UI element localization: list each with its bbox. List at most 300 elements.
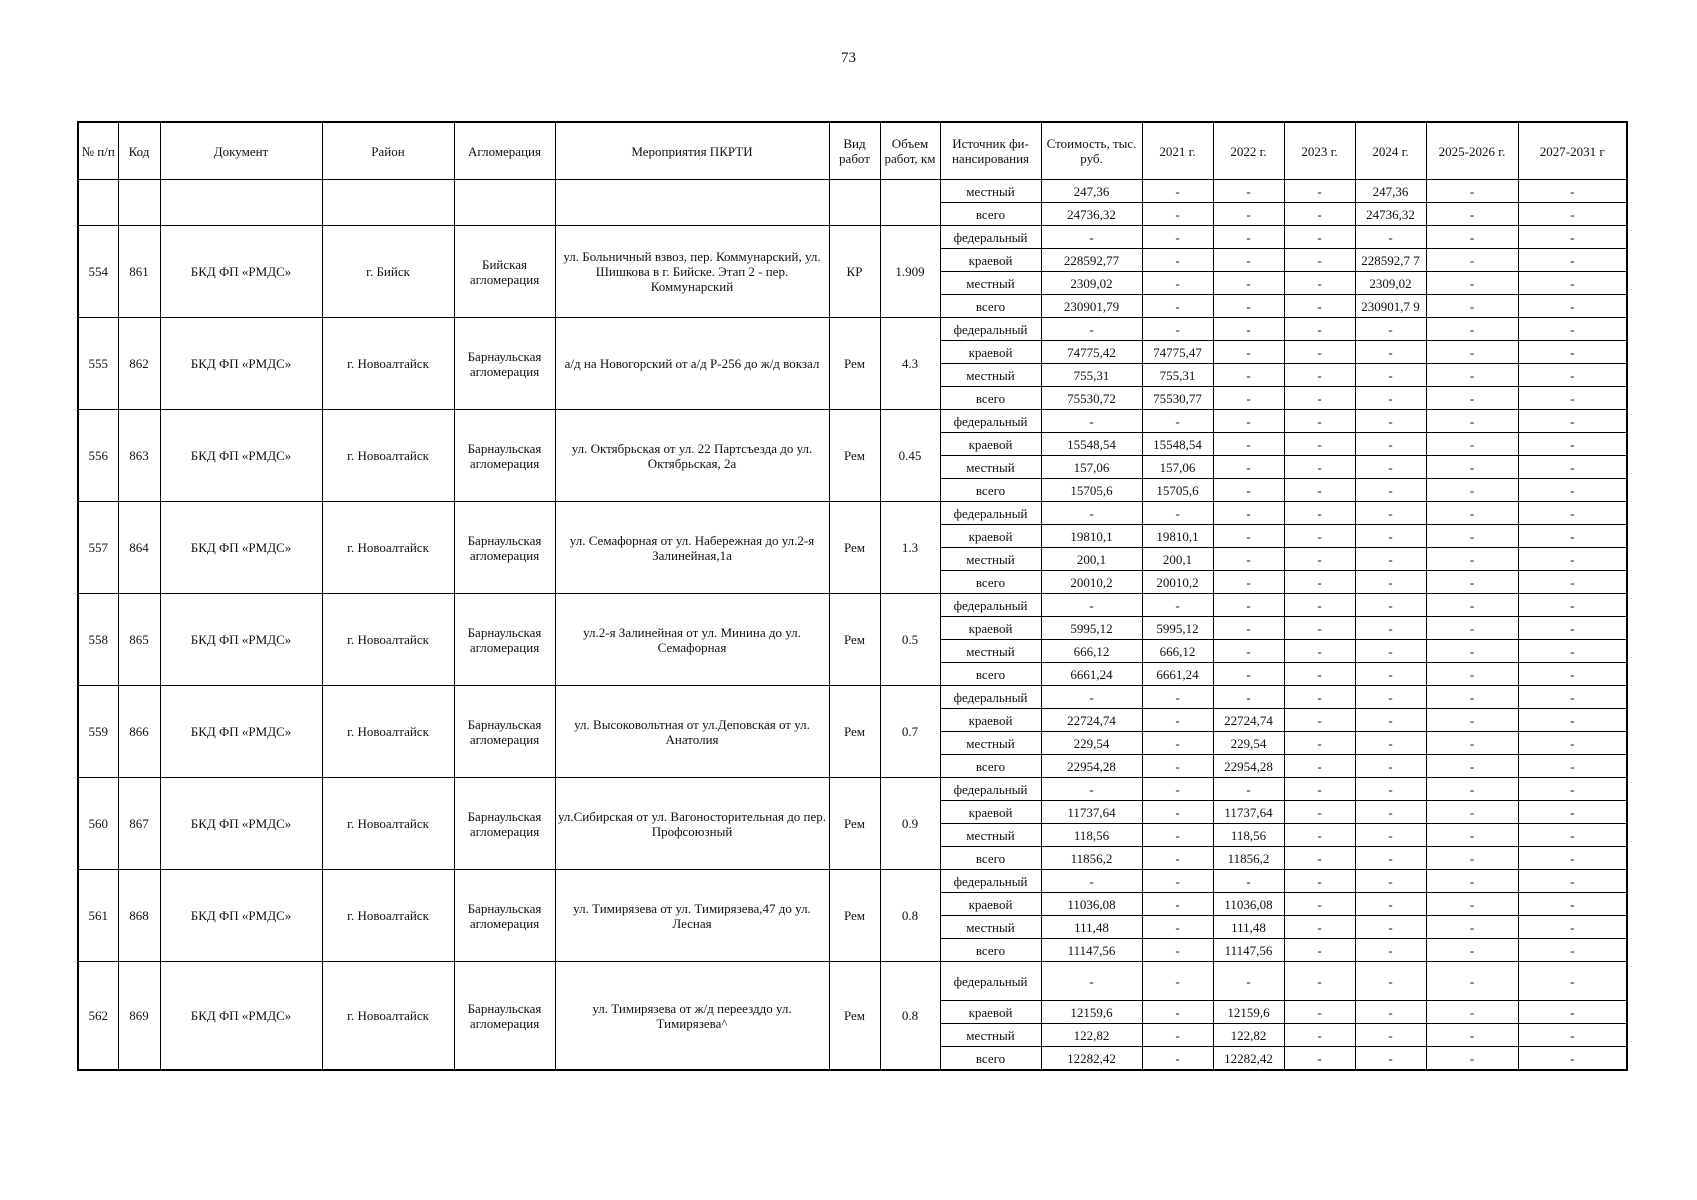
document-cell: БКД ФП «РМДС» (160, 594, 322, 686)
code-cell: 862 (118, 318, 160, 410)
year-value-cell: 11856,2 (1213, 847, 1284, 870)
empty-cell (880, 180, 940, 226)
year-value-cell: 2309,02 (1355, 272, 1426, 295)
year-value-cell: - (1518, 847, 1627, 870)
funding-source-cell: местный (940, 916, 1041, 939)
year-value-cell: - (1426, 617, 1518, 640)
year-value-cell: - (1355, 226, 1426, 249)
year-value-cell: - (1213, 502, 1284, 525)
year-value-cell: - (1213, 410, 1284, 433)
cost-cell: 11147,56 (1041, 939, 1142, 962)
year-value-cell: - (1284, 939, 1355, 962)
year-value-cell: - (1142, 939, 1213, 962)
funding-source-cell: всего (940, 295, 1041, 318)
year-value-cell: - (1355, 870, 1426, 893)
code-cell: 867 (118, 778, 160, 870)
year-value-cell: - (1355, 341, 1426, 364)
work-type-cell: Рем (829, 870, 880, 962)
header-2022: 2022 г. (1213, 122, 1284, 180)
document-cell: БКД ФП «РМДС» (160, 870, 322, 962)
code-cell: 869 (118, 962, 160, 1071)
year-value-cell: - (1213, 387, 1284, 410)
row-number-cell: 556 (78, 410, 118, 502)
cost-cell: 15705,6 (1041, 479, 1142, 502)
year-value-cell: - (1213, 180, 1284, 203)
header-2023: 2023 г. (1284, 122, 1355, 180)
year-value-cell: - (1518, 180, 1627, 203)
row-number-cell: 557 (78, 502, 118, 594)
year-value-cell: - (1213, 594, 1284, 617)
year-value-cell: - (1426, 594, 1518, 617)
cost-cell: - (1041, 502, 1142, 525)
year-value-cell: - (1518, 962, 1627, 1001)
year-value-cell: - (1355, 686, 1426, 709)
year-value-cell: 247,36 (1355, 180, 1426, 203)
year-value-cell: - (1142, 203, 1213, 226)
year-value-cell: - (1142, 318, 1213, 341)
year-value-cell: - (1426, 1024, 1518, 1047)
empty-cell (160, 180, 322, 226)
year-value-cell: 11147,56 (1213, 939, 1284, 962)
table-row (78, 594, 1627, 617)
document-cell: БКД ФП «РМДС» (160, 502, 322, 594)
year-value-cell: - (1426, 410, 1518, 433)
header-agglomeration: Агломерация (454, 122, 555, 180)
year-value-cell: 22954,28 (1213, 755, 1284, 778)
year-value-cell: - (1213, 203, 1284, 226)
year-value-cell: - (1355, 410, 1426, 433)
volume-cell: 0.45 (880, 410, 940, 502)
funding-source-cell: местный (940, 272, 1041, 295)
year-value-cell: - (1213, 249, 1284, 272)
year-value-cell: - (1518, 617, 1627, 640)
year-value-cell: - (1355, 939, 1426, 962)
year-value-cell: - (1284, 870, 1355, 893)
table-row (78, 686, 1627, 709)
year-value-cell: - (1355, 640, 1426, 663)
year-value-cell: - (1142, 778, 1213, 801)
cost-cell: 75530,72 (1041, 387, 1142, 410)
year-value-cell: 12159,6 (1213, 1001, 1284, 1024)
year-value-cell: 12282,42 (1213, 1047, 1284, 1071)
district-cell: г. Новоалтайск (322, 318, 454, 410)
year-value-cell: - (1426, 295, 1518, 318)
year-value-cell: - (1213, 479, 1284, 502)
year-value-cell: - (1426, 847, 1518, 870)
year-value-cell: - (1284, 663, 1355, 686)
work-type-cell: Рем (829, 410, 880, 502)
year-value-cell: - (1213, 617, 1284, 640)
year-value-cell: - (1518, 1024, 1627, 1047)
year-value-cell: - (1518, 870, 1627, 893)
district-cell: г. Новоалтайск (322, 594, 454, 686)
year-value-cell: - (1426, 801, 1518, 824)
year-value-cell: - (1518, 479, 1627, 502)
year-value-cell: - (1518, 318, 1627, 341)
year-value-cell: - (1355, 525, 1426, 548)
year-value-cell: - (1426, 479, 1518, 502)
district-cell: г. Новоалтайск (322, 870, 454, 962)
measures-cell: ул.2-я Залинейная от ул. Минина до ул. Семафорная (555, 594, 829, 686)
year-value-cell: - (1426, 502, 1518, 525)
row-number-cell: 560 (78, 778, 118, 870)
year-value-cell: 755,31 (1142, 364, 1213, 387)
year-value-cell: - (1518, 663, 1627, 686)
year-value-cell: - (1142, 1024, 1213, 1047)
year-value-cell: - (1426, 318, 1518, 341)
year-value-cell: - (1284, 456, 1355, 479)
year-value-cell: - (1284, 686, 1355, 709)
year-value-cell: - (1142, 755, 1213, 778)
year-value-cell: - (1426, 824, 1518, 847)
row-number-cell: 559 (78, 686, 118, 778)
cost-cell: 11856,2 (1041, 847, 1142, 870)
year-value-cell: - (1426, 180, 1518, 203)
year-value-cell: - (1284, 801, 1355, 824)
funding-source-cell: местный (940, 1024, 1041, 1047)
empty-cell (78, 180, 118, 226)
funding-source-cell: федеральный (940, 594, 1041, 617)
year-value-cell: - (1518, 433, 1627, 456)
measures-cell: ул. Больничный взвоз, пер. Коммунарский, ул. Шишкова в г. Бийске. Этап 2 - пер. Коммунарский (555, 226, 829, 318)
year-value-cell: - (1284, 203, 1355, 226)
cost-cell: - (1041, 778, 1142, 801)
year-value-cell: - (1284, 847, 1355, 870)
agglomeration-cell: Барнаульская агломерация (454, 870, 555, 962)
year-value-cell: 6661,24 (1142, 663, 1213, 686)
year-value-cell: - (1355, 479, 1426, 502)
document-cell: БКД ФП «РМДС» (160, 778, 322, 870)
year-value-cell: - (1213, 318, 1284, 341)
cost-cell: 200,1 (1041, 548, 1142, 571)
empty-cell (322, 180, 454, 226)
document-cell: БКД ФП «РМДС» (160, 410, 322, 502)
row-number-cell: 558 (78, 594, 118, 686)
year-value-cell: - (1284, 1001, 1355, 1024)
year-value-cell: - (1355, 548, 1426, 571)
header-cost: Стоимость, тыс. руб. (1041, 122, 1142, 180)
year-value-cell: - (1518, 456, 1627, 479)
measures-cell: ул. Октябрьская от ул. 22 Партсъезда до ул. Октябрьская, 2а (555, 410, 829, 502)
year-value-cell: - (1284, 594, 1355, 617)
year-value-cell: 11737,64 (1213, 801, 1284, 824)
cost-cell: 20010,2 (1041, 571, 1142, 594)
cost-cell: - (1041, 410, 1142, 433)
empty-cell (555, 180, 829, 226)
agglomeration-cell: Барнаульская агломерация (454, 962, 555, 1071)
year-value-cell: - (1213, 433, 1284, 456)
cost-cell: 2309,02 (1041, 272, 1142, 295)
year-value-cell: 20010,2 (1142, 571, 1213, 594)
year-value-cell: - (1355, 1024, 1426, 1047)
year-value-cell: - (1518, 525, 1627, 548)
code-cell: 865 (118, 594, 160, 686)
document-cell: БКД ФП «РМДС» (160, 962, 322, 1071)
table-row (78, 778, 1627, 801)
cost-cell: 122,82 (1041, 1024, 1142, 1047)
code-cell: 866 (118, 686, 160, 778)
table-body (78, 180, 1627, 1071)
year-value-cell: - (1355, 387, 1426, 410)
year-value-cell: - (1426, 755, 1518, 778)
volume-cell: 1.909 (880, 226, 940, 318)
cost-cell: - (1041, 226, 1142, 249)
year-value-cell: - (1142, 962, 1213, 1001)
year-value-cell: - (1355, 755, 1426, 778)
year-value-cell: - (1518, 502, 1627, 525)
funding-table (77, 121, 1628, 1071)
year-value-cell: - (1284, 525, 1355, 548)
year-value-cell: - (1284, 778, 1355, 801)
funding-source-cell: всего (940, 939, 1041, 962)
year-value-cell: - (1518, 755, 1627, 778)
year-value-cell: - (1518, 686, 1627, 709)
cost-cell: 230901,79 (1041, 295, 1142, 318)
code-cell: 868 (118, 870, 160, 962)
header-code: Код (118, 122, 160, 180)
year-value-cell: - (1213, 456, 1284, 479)
year-value-cell: - (1213, 295, 1284, 318)
funding-source-cell: краевой (940, 617, 1041, 640)
funding-source-cell: всего (940, 755, 1041, 778)
year-value-cell: - (1213, 571, 1284, 594)
year-value-cell: 111,48 (1213, 916, 1284, 939)
work-type-cell: Рем (829, 594, 880, 686)
year-value-cell: - (1213, 686, 1284, 709)
funding-source-cell: краевой (940, 801, 1041, 824)
year-value-cell: - (1284, 272, 1355, 295)
year-value-cell: - (1355, 916, 1426, 939)
work-type-cell: Рем (829, 502, 880, 594)
year-value-cell: - (1284, 640, 1355, 663)
year-value-cell: - (1518, 203, 1627, 226)
header-work-type: Вид работ (829, 122, 880, 180)
funding-source-cell: всего (940, 663, 1041, 686)
volume-cell: 0.9 (880, 778, 940, 870)
year-value-cell: - (1426, 525, 1518, 548)
cost-cell: 11036,08 (1041, 893, 1142, 916)
cost-cell: 5995,12 (1041, 617, 1142, 640)
year-value-cell: - (1142, 180, 1213, 203)
year-value-cell: - (1518, 640, 1627, 663)
year-value-cell: 666,12 (1142, 640, 1213, 663)
year-value-cell: 74775,47 (1142, 341, 1213, 364)
year-value-cell: - (1284, 387, 1355, 410)
document-cell: БКД ФП «РМДС» (160, 686, 322, 778)
document-cell: БКД ФП «РМДС» (160, 226, 322, 318)
year-value-cell: - (1426, 778, 1518, 801)
year-value-cell: - (1518, 272, 1627, 295)
cost-cell: 118,56 (1041, 824, 1142, 847)
year-value-cell: - (1426, 456, 1518, 479)
table-row (78, 962, 1627, 1001)
volume-cell: 4.3 (880, 318, 940, 410)
cost-cell: 157,06 (1041, 456, 1142, 479)
funding-source-cell: краевой (940, 893, 1041, 916)
cost-cell: - (1041, 962, 1142, 1001)
volume-cell: 0.8 (880, 870, 940, 962)
year-value-cell: - (1518, 801, 1627, 824)
year-value-cell: - (1355, 732, 1426, 755)
year-value-cell: - (1518, 249, 1627, 272)
agglomeration-cell: Бийская агломерация (454, 226, 555, 318)
header-row (78, 122, 1627, 180)
year-value-cell: - (1213, 548, 1284, 571)
year-value-cell: - (1426, 249, 1518, 272)
cost-cell: 15548,54 (1041, 433, 1142, 456)
volume-cell: 0.8 (880, 962, 940, 1071)
year-value-cell: - (1426, 364, 1518, 387)
cost-cell: 24736,32 (1041, 203, 1142, 226)
year-value-cell: - (1142, 847, 1213, 870)
year-value-cell: - (1142, 870, 1213, 893)
volume-cell: 0.7 (880, 686, 940, 778)
year-value-cell: - (1355, 663, 1426, 686)
row-number-cell: 562 (78, 962, 118, 1071)
year-value-cell: - (1355, 847, 1426, 870)
header-2024: 2024 г. (1355, 122, 1426, 180)
funding-source-cell: местный (940, 364, 1041, 387)
cost-cell: 11737,64 (1041, 801, 1142, 824)
year-value-cell: - (1518, 410, 1627, 433)
year-value-cell: - (1518, 571, 1627, 594)
year-value-cell: - (1518, 824, 1627, 847)
funding-source-cell: федеральный (940, 226, 1041, 249)
year-value-cell: - (1142, 272, 1213, 295)
district-cell: г. Бийск (322, 226, 454, 318)
year-value-cell: 118,56 (1213, 824, 1284, 847)
year-value-cell: 200,1 (1142, 548, 1213, 571)
district-cell: г. Новоалтайск (322, 962, 454, 1071)
header-measures: Мероприятия ПКРТИ (555, 122, 829, 180)
code-cell: 864 (118, 502, 160, 594)
year-value-cell: 157,06 (1142, 456, 1213, 479)
header-volume: Объем работ, км (880, 122, 940, 180)
year-value-cell: - (1518, 939, 1627, 962)
year-value-cell: - (1284, 180, 1355, 203)
year-value-cell: - (1284, 364, 1355, 387)
year-value-cell: - (1518, 295, 1627, 318)
year-value-cell: - (1355, 801, 1426, 824)
year-value-cell: - (1284, 916, 1355, 939)
year-value-cell: - (1142, 1047, 1213, 1071)
year-value-cell: - (1355, 502, 1426, 525)
year-value-cell: - (1426, 870, 1518, 893)
year-value-cell: - (1142, 410, 1213, 433)
year-value-cell: - (1284, 824, 1355, 847)
measures-cell: ул. Тимирязева от ул. Тимирязева,47 до ул. Лесная (555, 870, 829, 962)
year-value-cell: - (1213, 341, 1284, 364)
year-value-cell: - (1426, 387, 1518, 410)
funding-source-cell: федеральный (940, 962, 1041, 1001)
table-row (78, 410, 1627, 433)
year-value-cell: - (1142, 1001, 1213, 1024)
year-value-cell: - (1518, 387, 1627, 410)
year-value-cell: - (1213, 778, 1284, 801)
funding-source-cell: всего (940, 1047, 1041, 1071)
year-value-cell: - (1518, 1001, 1627, 1024)
cost-cell: - (1041, 318, 1142, 341)
table-row (78, 870, 1627, 893)
funding-source-cell: краевой (940, 341, 1041, 364)
year-value-cell: - (1426, 1001, 1518, 1024)
year-value-cell: - (1426, 893, 1518, 916)
year-value-cell: - (1355, 617, 1426, 640)
year-value-cell: - (1284, 571, 1355, 594)
year-value-cell: - (1142, 594, 1213, 617)
year-value-cell: - (1213, 962, 1284, 1001)
year-value-cell: - (1284, 502, 1355, 525)
empty-cell (454, 180, 555, 226)
year-value-cell: - (1142, 916, 1213, 939)
year-value-cell: - (1355, 456, 1426, 479)
year-value-cell: 75530,77 (1142, 387, 1213, 410)
cost-cell: 228592,77 (1041, 249, 1142, 272)
year-value-cell: 229,54 (1213, 732, 1284, 755)
year-value-cell: - (1426, 341, 1518, 364)
funding-source-cell: краевой (940, 1001, 1041, 1024)
year-value-cell: - (1426, 939, 1518, 962)
cost-cell: - (1041, 594, 1142, 617)
year-value-cell: - (1426, 732, 1518, 755)
cost-cell: - (1041, 686, 1142, 709)
header-2027-2031: 2027-2031 г (1518, 122, 1627, 180)
agglomeration-cell: Барнаульская агломерация (454, 410, 555, 502)
work-type-cell: Рем (829, 318, 880, 410)
header-2021: 2021 г. (1142, 122, 1213, 180)
year-value-cell: - (1426, 571, 1518, 594)
code-cell: 861 (118, 226, 160, 318)
funding-source-cell: местный (940, 548, 1041, 571)
funding-source-cell: федеральный (940, 502, 1041, 525)
year-value-cell: - (1284, 755, 1355, 778)
year-value-cell: - (1284, 479, 1355, 502)
code-cell: 863 (118, 410, 160, 502)
row-number-cell: 561 (78, 870, 118, 962)
funding-source-cell: федеральный (940, 318, 1041, 341)
year-value-cell: - (1142, 502, 1213, 525)
cost-cell: - (1041, 870, 1142, 893)
table-row (78, 502, 1627, 525)
cost-cell: 229,54 (1041, 732, 1142, 755)
cost-cell: 22954,28 (1041, 755, 1142, 778)
year-value-cell: - (1518, 709, 1627, 732)
year-value-cell: - (1518, 778, 1627, 801)
year-value-cell: - (1284, 410, 1355, 433)
year-value-cell: - (1284, 732, 1355, 755)
year-value-cell: - (1518, 341, 1627, 364)
work-type-cell: Рем (829, 778, 880, 870)
table-row (78, 226, 1627, 249)
cost-cell: 12282,42 (1041, 1047, 1142, 1071)
year-value-cell: - (1284, 1024, 1355, 1047)
year-value-cell: - (1355, 893, 1426, 916)
cost-cell: 6661,24 (1041, 663, 1142, 686)
agglomeration-cell: Барнаульская агломерация (454, 686, 555, 778)
row-number-cell: 555 (78, 318, 118, 410)
year-value-cell: - (1142, 893, 1213, 916)
year-value-cell: 19810,1 (1142, 525, 1213, 548)
volume-cell: 0.5 (880, 594, 940, 686)
year-value-cell: - (1355, 962, 1426, 1001)
table-row (78, 318, 1627, 341)
year-value-cell: - (1355, 571, 1426, 594)
year-value-cell: - (1426, 226, 1518, 249)
district-cell: г. Новоалтайск (322, 686, 454, 778)
cost-cell: 666,12 (1041, 640, 1142, 663)
work-type-cell: Рем (829, 962, 880, 1071)
year-value-cell: - (1284, 893, 1355, 916)
